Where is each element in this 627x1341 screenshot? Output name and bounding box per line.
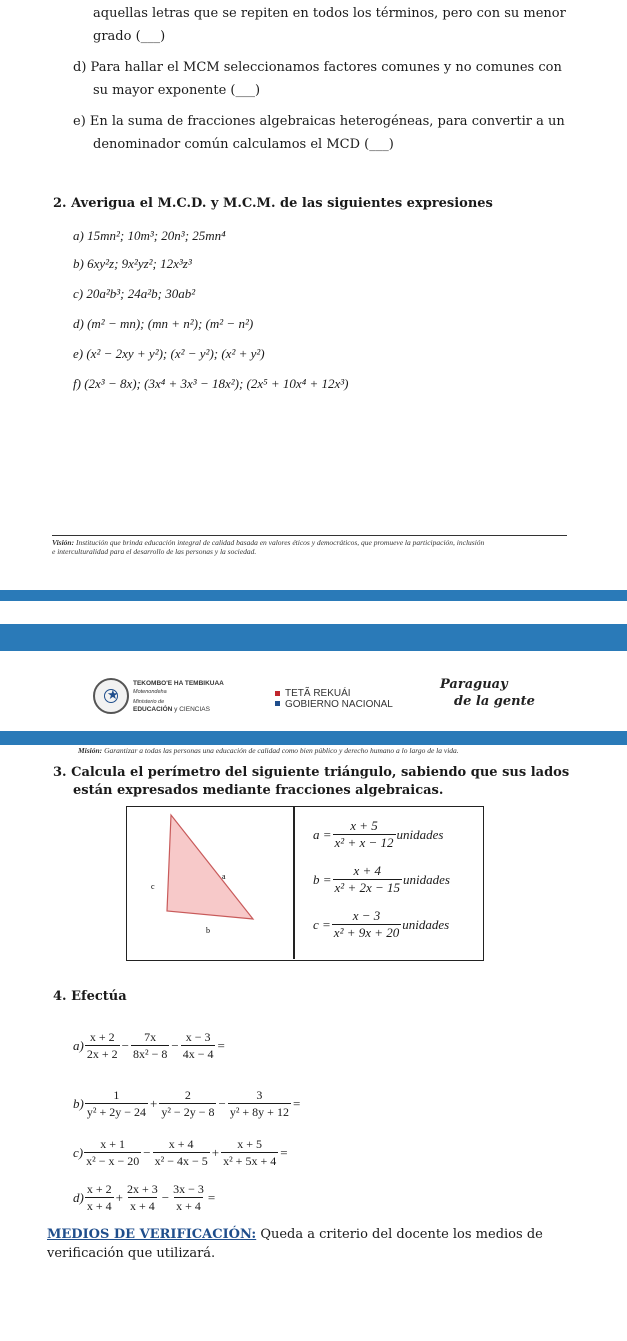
vision-text-2: e interculturalidad para el desarrollo de las personas y la sociedad. xyxy=(52,547,257,556)
side-a xyxy=(313,819,443,850)
exercise-d-fraction-2: $\frac{2x + 3}{x + 4}$ xyxy=(126,1182,158,1213)
exercise-b-fraction-3: $\frac{3}{\text{y² + 8y + 12}}$ xyxy=(229,1088,289,1119)
government-line2: GOBIERNO NACIONAL xyxy=(285,699,393,710)
vision-statement xyxy=(52,538,572,556)
verification-text: Queda a criterio del docente los medios de xyxy=(256,1227,543,1242)
item-e: e) En la suma de fracciones algebraicas heterogéneas, para convertir a un xyxy=(73,114,565,129)
section2-item-e: e) (x² − 2xy + y²); (x² − y²); (x² + y²) xyxy=(73,346,265,361)
government-line1: TETÃ REKUÁI xyxy=(285,688,351,699)
page-footer-bar xyxy=(0,590,627,601)
triangle-label-a: a xyxy=(222,872,226,881)
page-header-bar xyxy=(0,624,627,651)
section3-title: 3. Calcula el perímetro del siguiente triángulo, sabiendo que sus lados xyxy=(53,765,570,780)
paraguay-logo xyxy=(440,676,535,710)
side-b-name: b = xyxy=(313,871,332,887)
header-bottom-bar xyxy=(0,731,627,745)
government-logo-text xyxy=(285,688,393,710)
exercise-b-fraction-1: $\frac{1}{\text{y² + 2y − 24}}$ xyxy=(86,1088,146,1119)
ministry-logo-text xyxy=(133,680,224,714)
text-continuation-2: grado (___) xyxy=(93,29,166,44)
side-b-unit: unidades xyxy=(403,871,450,887)
exercise-a-fraction-1: $\frac{x + 2}{2x + 2}$ xyxy=(86,1030,118,1061)
item-e-2: denominador común calculamos el MCD (___) xyxy=(93,137,394,152)
exercise-d: d) $\frac{x + 2}{x + 4}$ + $\frac{2x + 3}{x + 4}$ − $\frac{3x - 3}{x + 4}$ = xyxy=(73,1182,216,1213)
mission-statement xyxy=(78,746,459,755)
exercise-c: c) $\frac{x + 1}{\text{x² − x − 20}}$ − $\frac{x + 4}{\text{x² − 4x − 5}}$ + $\frac{x + 5}{\text{x² + 5x + 4}}$ = xyxy=(73,1137,288,1168)
ministry-line4b: y CIENCIAS xyxy=(172,706,210,713)
side-c-unit: unidades xyxy=(402,916,450,932)
triangle-figure xyxy=(127,807,293,959)
side-c-name: c = xyxy=(313,916,331,932)
section2-item-c: c) 20a²b³; 24a²b; 30ab² xyxy=(73,286,196,301)
side-c-fraction: $\frac{x - 3}{\text{x² + 9x + 20}}$ xyxy=(333,908,400,940)
side-a-unit: unidades xyxy=(396,826,444,842)
mission-text: Garantizar a todas las personas una educación de calidad como bien público y derecho humano a lo largo de la vida. xyxy=(102,746,459,755)
item-d: d) Para hallar el MCM seleccionamos factores comunes y no comunes con xyxy=(73,60,562,75)
side-b xyxy=(313,864,450,895)
exercise-b-fraction-2: $\frac{2}{\text{y² − 2y − 8}}$ xyxy=(161,1088,215,1119)
triangle-label-b: b xyxy=(206,926,210,935)
exercise-a-fraction-3: $\frac{x - 3}{4x - 4}$ xyxy=(182,1030,214,1061)
section2-item-b: b) 6xy²z; 9x²yz²; 12x³z³ xyxy=(73,256,192,271)
verification-means xyxy=(47,1226,543,1244)
section4-title: 4. Efectúa xyxy=(53,989,127,1004)
exercise-a-fraction-2: $\frac{7x}{\text{8x² − 8}}$ xyxy=(132,1030,168,1061)
section2-title: 2. Averigua el M.C.D. y M.C.M. de las siguientes expresiones xyxy=(53,196,493,211)
section2-item-a: a) 15mn²; 10m³; 20n³; 25mn⁴ xyxy=(73,228,226,243)
ministry-seal-icon: ★ xyxy=(93,678,129,714)
ministry-line4: EDUCACIÓN xyxy=(133,706,173,713)
section2-item-f: f) (2x³ − 8x); (3x⁴ + 3x³ − 18x²); (2x⁵ + 10x⁴ + 12x³) xyxy=(73,376,349,391)
text-continuation: aquellas letras que se repiten en todos los términos, pero con su menor xyxy=(93,6,566,21)
paraguay-line1: Paraguay xyxy=(440,677,508,692)
triangle-shape xyxy=(167,815,253,919)
ministry-line3: Ministerio de xyxy=(133,699,165,705)
exercise-d-fraction-3: $\frac{3x - 3}{x + 4}$ xyxy=(173,1182,204,1213)
verification-text-2: verificación que utilizará. xyxy=(47,1246,216,1261)
triangle-table xyxy=(126,806,484,961)
blue-square-icon xyxy=(275,701,280,706)
exercise-d-fraction-1: $\frac{x + 2}{x + 4}$ xyxy=(86,1182,112,1213)
exercise-a: a) $\frac{x + 2}{2x + 2}$ − $\frac{7x}{\text{8x² − 8}}$ − $\frac{x - 3}{4x - 4}$ = xyxy=(73,1030,225,1061)
side-b-fraction: $\frac{x + 4}{\text{x² + 2x − 15}}$ xyxy=(334,863,401,895)
mission-label: Misión: xyxy=(78,746,103,755)
item-d-2: su mayor exponente (___) xyxy=(93,83,261,98)
red-square-icon xyxy=(275,691,280,696)
ministry-line2: Motenondeha xyxy=(133,689,167,695)
exercise-c-fraction-1: $\frac{x + 1}{\text{x² − x − 20}}$ xyxy=(86,1137,140,1168)
exercise-c-fraction-2: $\frac{x + 4}{\text{x² − 4x − 5}}$ xyxy=(154,1137,208,1168)
table-divider xyxy=(293,807,295,959)
verification-label: MEDIOS DE VERIFICACIÓN: xyxy=(47,1227,257,1242)
side-a-name: a = xyxy=(313,826,332,842)
exercise-b: b) $\frac{1}{\text{y² + 2y − 24}}$ + $\frac{2}{\text{y² − 2y − 8}}$ − $\frac{3}{\text{y² + 8y + 12}}$ = xyxy=(73,1088,301,1119)
section3-title-2: están expresados mediante fracciones algebraicas. xyxy=(73,783,444,798)
ministry-line1: TEKOMBO'E HA TEMBIKUAA xyxy=(133,680,224,687)
triangle-label-c: c xyxy=(151,882,155,891)
footer-divider xyxy=(52,535,567,536)
side-c xyxy=(313,909,449,940)
side-a-fraction: $\frac{x + 5}{\text{x² + x − 12}}$ xyxy=(334,818,394,850)
exercise-c-fraction-3: $\frac{x + 5}{\text{x² + 5x + 4}}$ xyxy=(223,1137,277,1168)
vision-label: Visión: xyxy=(52,538,75,547)
section2-item-d: d) (m² − mn); (mn + n²); (m² − n²) xyxy=(73,316,254,331)
paraguay-line2: de la gente xyxy=(454,694,535,709)
vision-text: Institución que brinda educación integral de calidad basada en valores éticos y democráticos, que promueve la participación, inclusión xyxy=(74,538,485,547)
